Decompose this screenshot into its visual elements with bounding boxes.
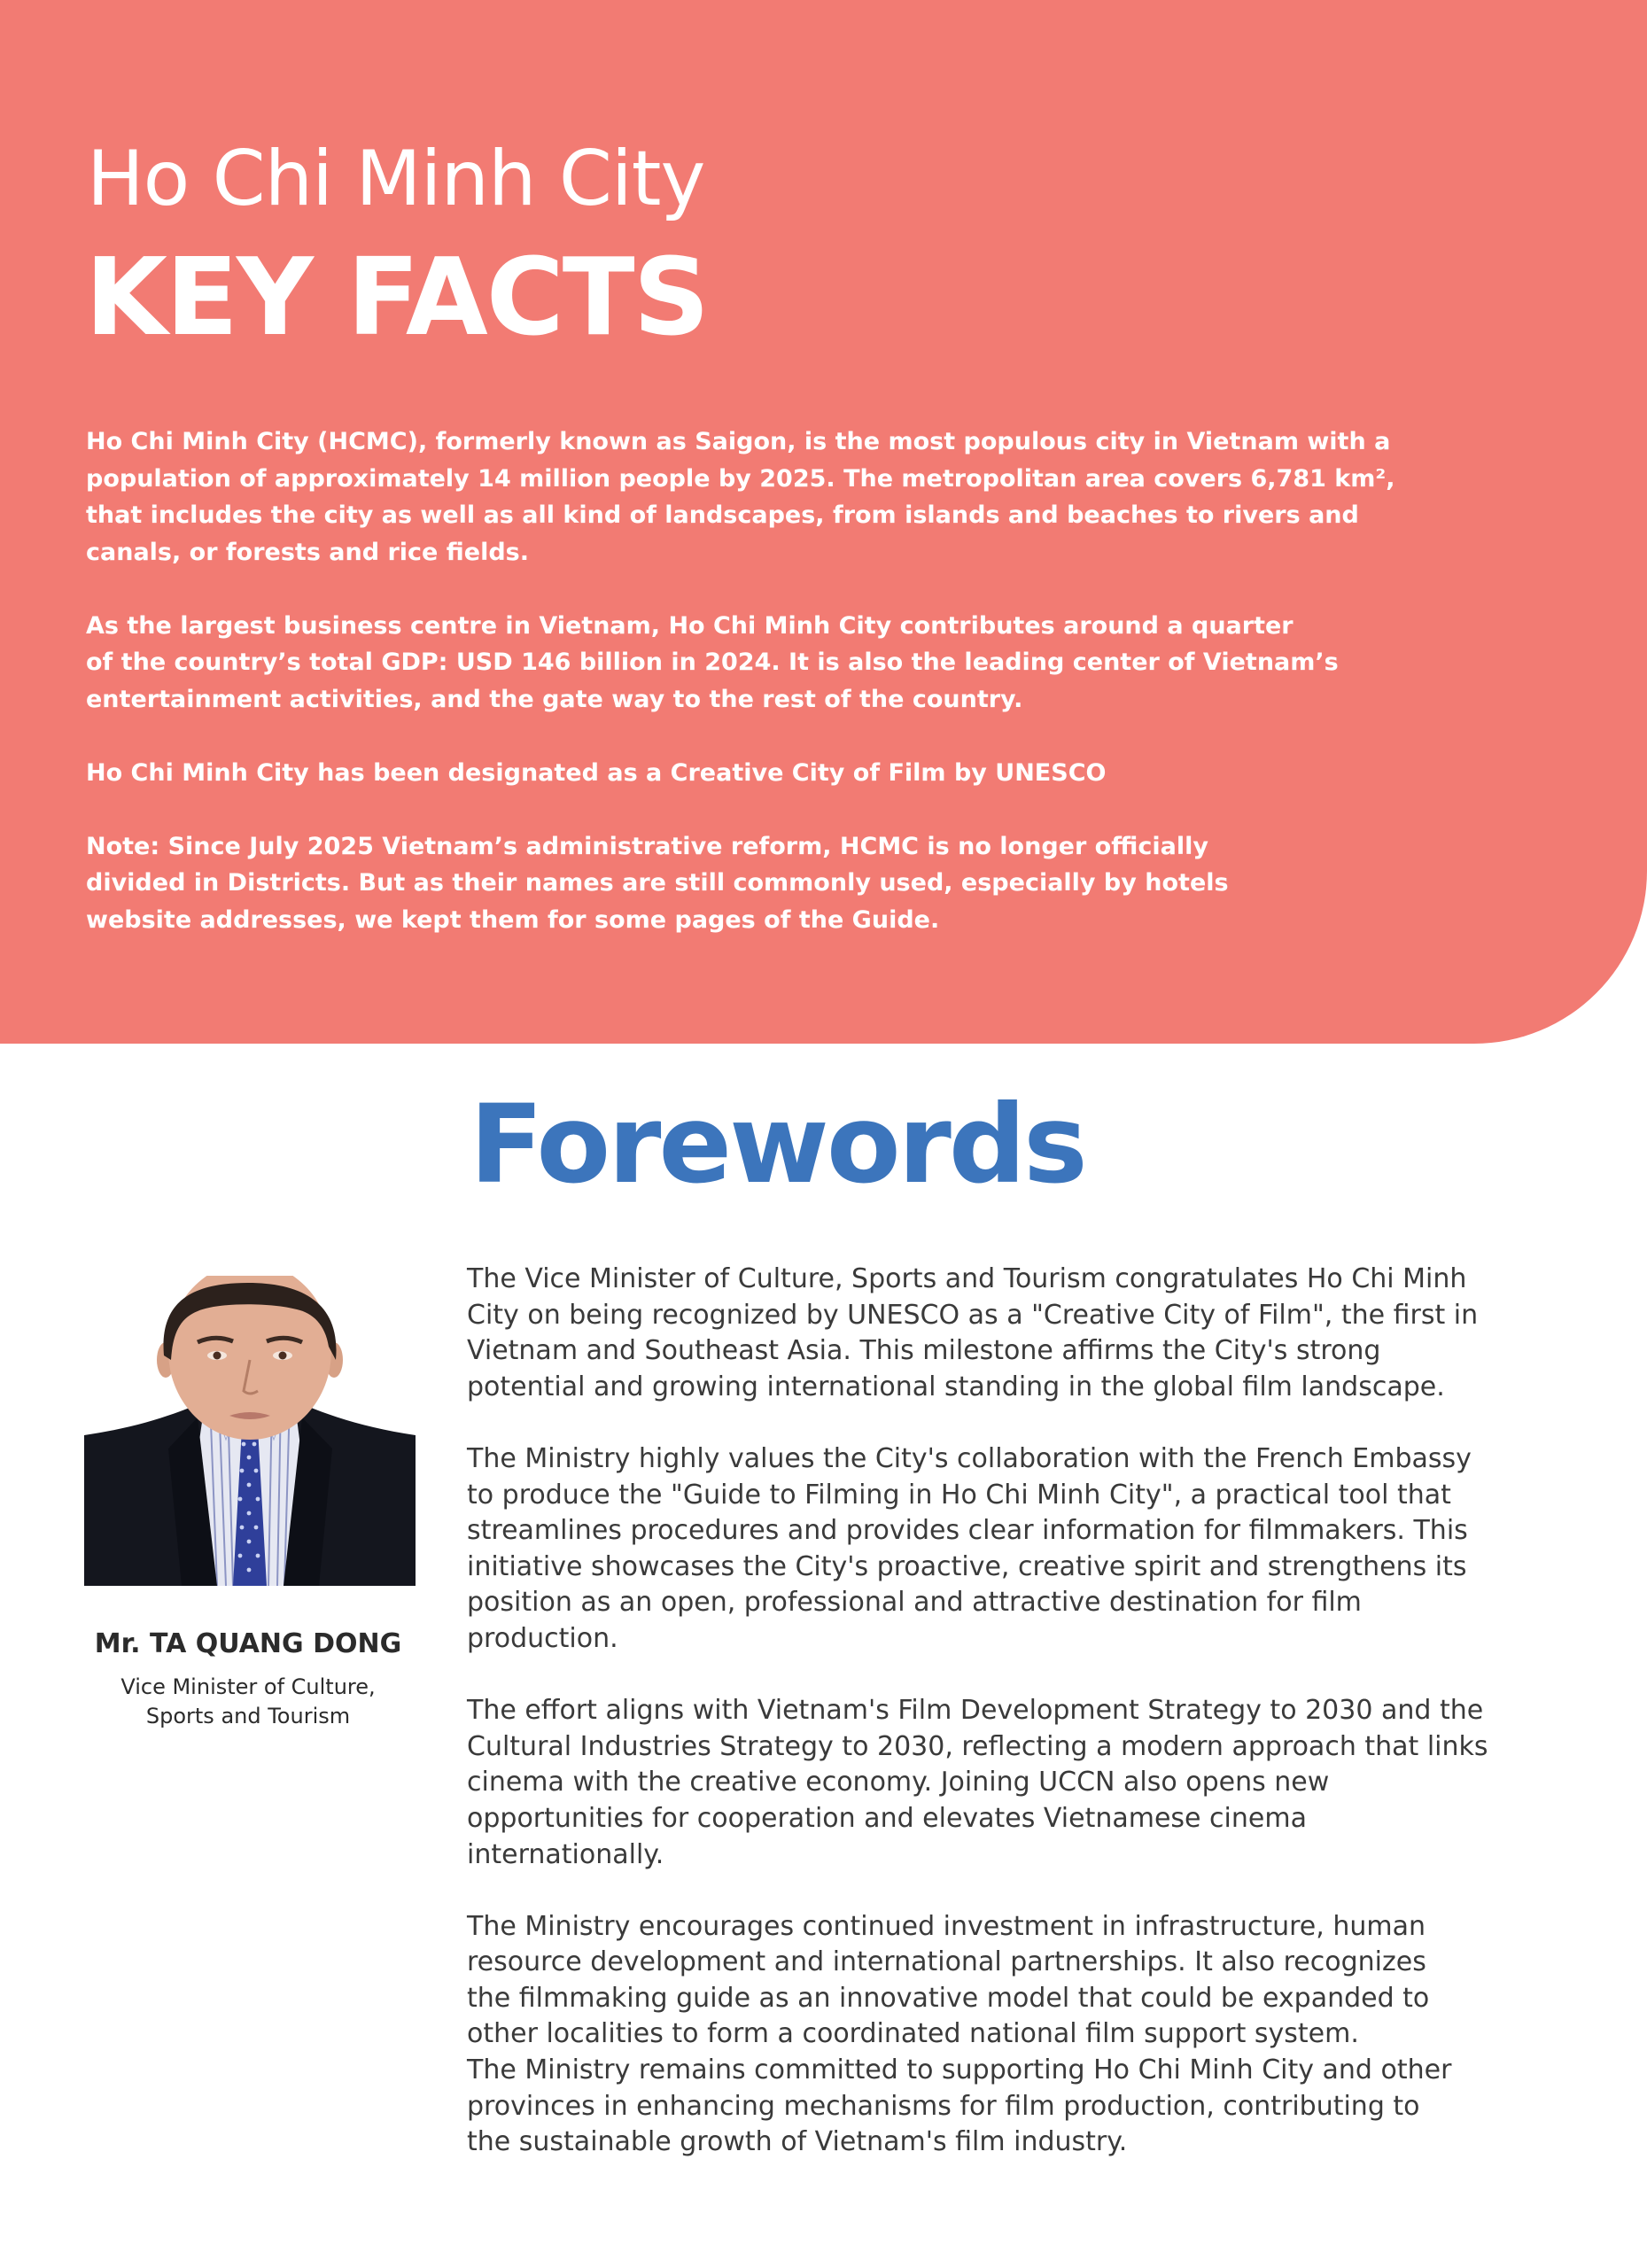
text-line: population of approximately 14 million people by 2025. The metropolitan area covers 6,781 km², — [86, 464, 1395, 493]
text-line: As the largest business centre in Vietnam, Ho Chi Minh City contributes around a quarter — [86, 611, 1294, 640]
text-line: position as an open, professional and attractive destination for film — [467, 1587, 1362, 1619]
text-line: The effort aligns with Vietnam's Film Development Strategy to 2030 and the — [467, 1695, 1484, 1727]
text-line: The Vice Minister of Culture, Sports and Tourism congratulates Ho Chi Minh — [467, 1263, 1467, 1294]
text-line: The Ministry highly values the City's collaboration with the French Embassy — [467, 1442, 1472, 1474]
text-line: canals, or forests and rice fields. — [86, 538, 529, 566]
paragraph-gap — [467, 1658, 1574, 1694]
forewords-paragraph — [467, 1441, 1574, 1658]
key-facts-note — [86, 828, 1592, 939]
text-line: production. — [467, 1622, 618, 1654]
text-line: The Ministry encourages continued investment in infrastructure, human — [467, 1910, 1426, 1942]
text-line: internationally. — [467, 1838, 664, 1870]
key-facts-section — [0, 0, 1647, 1044]
text-line: City on being recognized by UNESCO as a "Creative City of Film", the first in — [467, 1299, 1479, 1331]
paragraph-gap — [86, 718, 1592, 755]
forewords-body — [467, 1262, 1574, 2161]
text-line: Ho Chi Minh City has been designated as a Creative City of Film by UNESCO — [86, 758, 1107, 787]
person-role-line: Vice Minister of Culture, — [120, 1674, 376, 1699]
text-line: initiative showcases the City's proactive, creative spirit and strengthens its — [467, 1550, 1467, 1582]
text-line: resource development and international partnerships. It also recognizes — [467, 1946, 1426, 1978]
key-facts-title: KEY FACTS — [85, 237, 709, 360]
text-line: Ho Chi Minh City (HCMC), formerly known as Saigon, is the most populous city in Vietnam with a — [86, 428, 1391, 455]
text-line: website addresses, we kept them for some pages of the Guide. — [86, 905, 940, 934]
note-text: Since July 2025 Vietnam’s administrative reform, HCMC is no longer officially — [159, 832, 1208, 860]
text-line: that includes the city as well as all kind of landscapes, from islands and beaches to rivers and — [86, 501, 1359, 529]
text-line: Cultural Industries Strategy to 2030, reflecting a modern approach that links — [467, 1730, 1488, 1762]
portrait-photo — [84, 1276, 416, 1586]
text-line: the filmmaking guide as an innovative model that could be expanded to — [467, 1982, 1430, 2014]
text-line: cinema with the creative economy. Joining UCCN also opens new — [467, 1767, 1330, 1798]
text-line: Vietnam and Southeast Asia. This milestone affirms the City's strong — [467, 1335, 1381, 1367]
text-line: streamlines procedures and provides clear information for filmmakers. This — [467, 1515, 1468, 1547]
text-line: divided in Districts. But as their names are still commonly used, especially by hotels — [86, 869, 1229, 897]
forewords-title: Forewords — [470, 1082, 1085, 1208]
text-line: opportunities for cooperation and elevates Vietnamese cinema — [467, 1802, 1307, 1834]
text-line: provinces in enhancing mechanisms for film production, contributing to — [467, 2090, 1420, 2122]
key-facts-paragraph — [86, 608, 1592, 718]
note-label: Note: — [86, 832, 160, 860]
text-line: to produce the "Guide to Filming in Ho Chi Minh City", a practical tool that — [467, 1479, 1451, 1511]
text-line: entertainment activities, and the gate way to the rest of the country. — [86, 685, 1023, 713]
text-line: potential and growing international standing in the global film landscape. — [467, 1371, 1445, 1402]
text-line: other localities to form a coordinated national film support system. — [467, 2018, 1359, 2050]
text-line — [86, 828, 1592, 866]
forewords-paragraph — [467, 1693, 1574, 1873]
paragraph-gap — [467, 1873, 1574, 1909]
key-facts-body — [86, 423, 1592, 938]
portrait-image — [84, 1276, 416, 1586]
person-role — [53, 1673, 443, 1731]
forewords-paragraph — [467, 1262, 1574, 1405]
text-line: The Ministry remains committed to supporting Ho Chi Minh City and other — [467, 2054, 1452, 2086]
text-line: the sustainable growth of Vietnam's film industry. — [467, 2126, 1128, 2158]
city-name-heading: Ho Chi Minh City — [87, 135, 705, 223]
paragraph-gap — [467, 1405, 1574, 1441]
key-facts-paragraph — [86, 755, 1592, 792]
person-name: Mr. TA QUANG DONG — [94, 1628, 402, 1659]
paragraph-gap — [86, 791, 1592, 828]
person-role-line: Sports and Tourism — [145, 1704, 351, 1728]
paragraph-gap — [86, 571, 1592, 608]
forewords-paragraph — [467, 1909, 1574, 2161]
text-line: of the country’s total GDP: USD 146 billion in 2024. It is also the leading center of Vietnam’s — [86, 649, 1339, 676]
key-facts-paragraph — [86, 423, 1592, 571]
